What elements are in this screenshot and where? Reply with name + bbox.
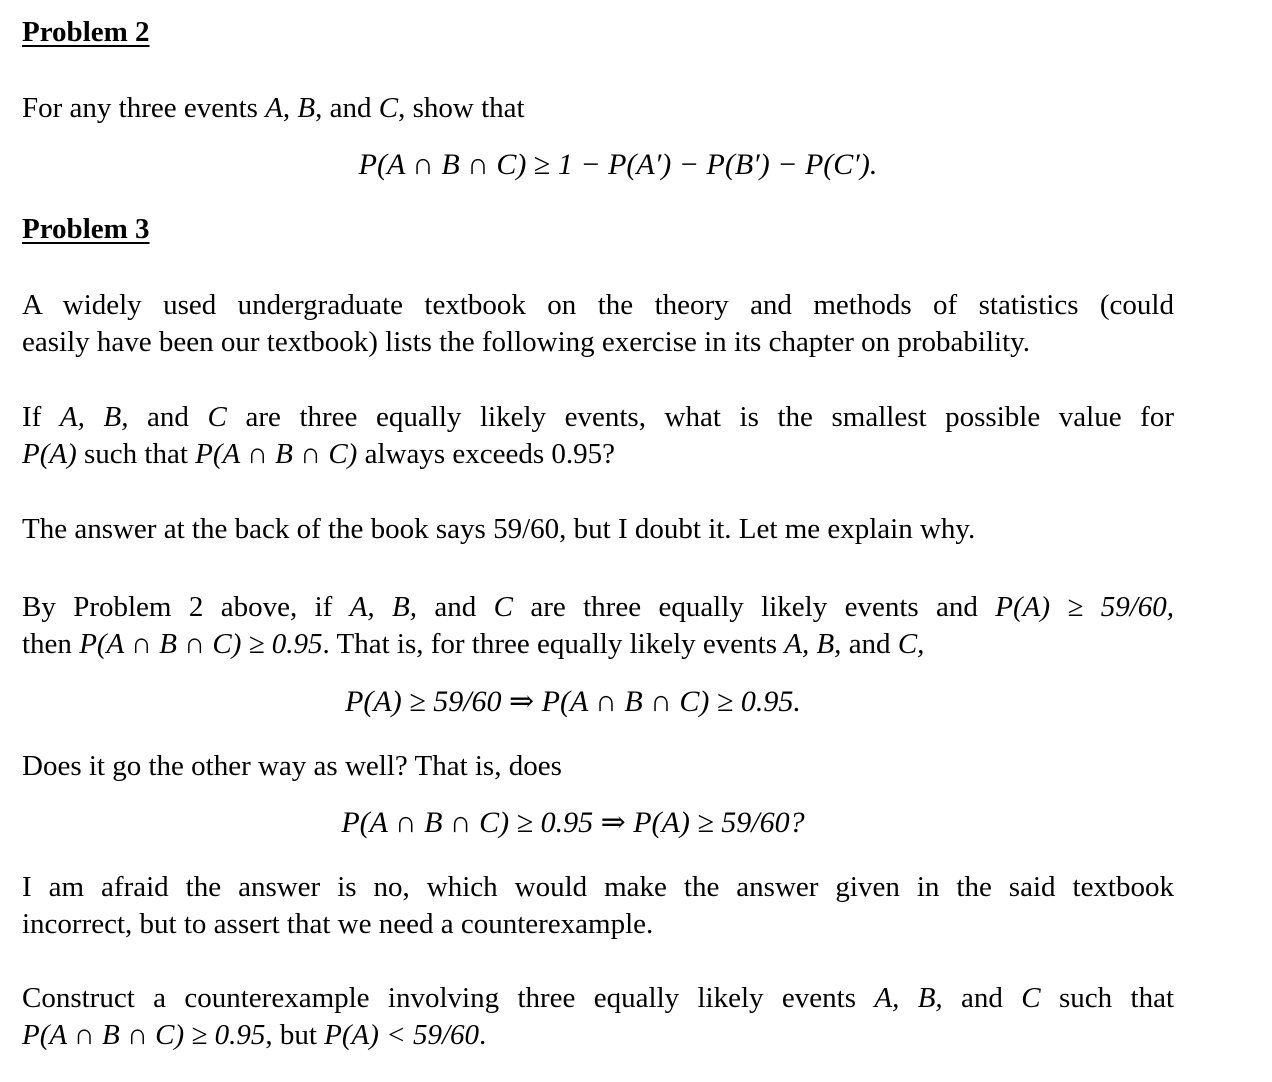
book-answer: [22, 511, 1174, 548]
by-line-1: [22, 589, 1174, 626]
exercise-line2-suffix: always exceeds 0.95?: [357, 438, 616, 470]
construct-prefix: Construct a counterexample involving three equally likely events: [22, 982, 875, 1014]
inequality-relation: ≥: [526, 148, 558, 181]
construct-paragraph: [22, 980, 1174, 1054]
exercise-line-1: [22, 399, 1174, 436]
problem-2-statement: [22, 90, 1174, 127]
event-a: A: [265, 92, 283, 124]
by-line2-prefix: then: [22, 628, 80, 660]
construct-condition-1: P(A ∩ B ∩ C) ≥ 0.95: [22, 1019, 266, 1051]
exercise-var-c: C: [207, 401, 227, 433]
intro-line-2: easily have been our textbook) lists the following exercise in its chapter on probability.: [22, 326, 1031, 358]
implication-reverse-text: P(A ∩ B ∩ C) ≥ 0.95 ⇒ P(A) ≥ 59/60?: [341, 806, 805, 839]
construct-vars: A, B,: [874, 982, 962, 1014]
inequality-rhs: 1 − P(A′) − P(B′) − P(C′).: [557, 148, 878, 181]
construct-var-c: C: [1021, 982, 1041, 1014]
afraid-line-2: incorrect, but to assert that we need a counterexample.: [22, 908, 654, 940]
implication-forward-text: P(A) ≥ 59/60 ⇒ P(A ∩ B ∩ C) ≥ 0.95.: [345, 685, 801, 718]
construct-line-1: [22, 980, 1174, 1017]
exercise-prefix: If: [22, 401, 60, 433]
problem-2-heading: Problem 2: [22, 16, 150, 48]
by-vars: A, B,: [349, 591, 435, 623]
by-line2-and: and: [848, 628, 898, 660]
by-and: and: [434, 591, 494, 623]
construct-condition-2: P(A) < 59/60: [324, 1019, 480, 1051]
event-b: B: [297, 92, 316, 124]
question-line: Does it go the other way as well? That is, does: [22, 750, 562, 782]
problem-3-intro: [22, 287, 1174, 361]
construct-line-2: [22, 1017, 1174, 1054]
construct-and: and: [961, 982, 1022, 1014]
by-prefix: By Problem 2 above, if: [22, 591, 350, 623]
separator: ,: [282, 92, 298, 124]
textbook-exercise: [22, 399, 1174, 473]
construct-suffix: such that: [1040, 982, 1174, 1014]
inequality-lhs: P(A ∩ B ∩ C): [358, 148, 527, 181]
separator: , and: [315, 92, 379, 124]
event-c: C: [378, 92, 399, 124]
exercise-pabc: P(A ∩ B ∩ C): [195, 438, 358, 470]
by-line2-mid: . That is, for three equally likely events: [322, 628, 785, 660]
afraid-paragraph: [22, 869, 1174, 943]
by-var-c: C: [493, 591, 513, 623]
implication-reverse: [0, 805, 1149, 840]
problem-2-inequality: [42, 148, 1194, 182]
afraid-line-1: I am afraid the answer is no, which would make the answer given in the said textbook: [22, 871, 1174, 903]
by-line2-var-c: C,: [897, 628, 925, 660]
problem-3-heading: Problem 3: [22, 213, 150, 245]
answer-value: 59/60: [493, 513, 560, 545]
construct-mid: , but: [265, 1019, 325, 1051]
answer-prefix: The answer at the back of the book says: [22, 513, 494, 545]
exercise-suffix: are three equally likely events, what is the smallest possible value for: [226, 401, 1174, 433]
exercise-pa: P(A): [22, 438, 77, 470]
exercise-mid: such that: [76, 438, 196, 470]
by-line2-condition: P(A ∩ B ∩ C) ≥ 0.95: [79, 628, 323, 660]
exercise-line-2: [22, 436, 1174, 473]
exercise-vars: A, B,: [59, 401, 148, 433]
by-line2-vars: A, B,: [784, 628, 849, 660]
answer-suffix: , but I doubt it. Let me explain why.: [559, 513, 976, 545]
implication-forward: [0, 684, 1149, 719]
by-line-2: [22, 626, 1174, 663]
by-problem-2-paragraph: [22, 589, 1174, 663]
intro-line-1: A widely used undergraduate textbook on the theory and methods of statistics (could: [22, 289, 1174, 321]
by-mid: are three equally likely events and: [512, 591, 996, 623]
construct-end: .: [479, 1019, 487, 1051]
by-condition: P(A) ≥ 59/60,: [995, 591, 1175, 623]
exercise-and: and: [147, 401, 208, 433]
statement-suffix: , show that: [398, 92, 525, 124]
statement-prefix: For any three events: [22, 92, 266, 124]
